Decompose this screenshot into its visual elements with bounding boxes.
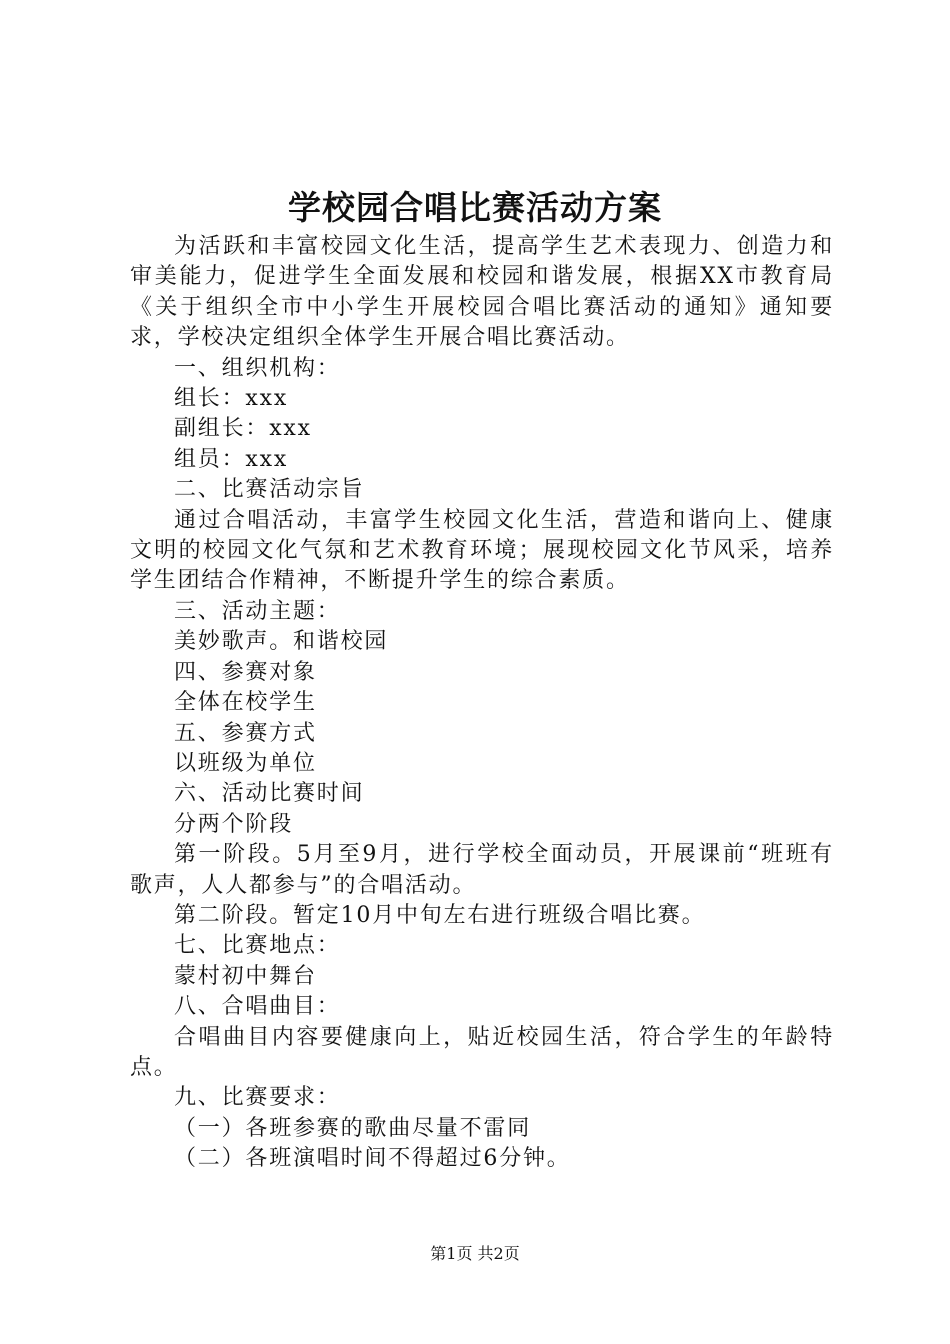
time-intro: 分两个阶段: [174, 811, 294, 837]
section-heading-participants: 四、参赛对象: [174, 659, 317, 685]
purpose-paragraph: 通过合唱活动，丰富学生校园文化生活，营造和谐向上、健康文明的校园文化气氛和艺术教育环境；展现校园文化节风采，培养学生团结合作精神，不断提升学生的综合素质。: [130, 507, 834, 594]
theme-text: 美妙歌声。和谐校园: [174, 629, 389, 655]
section-heading-theme: 三、活动主题：: [174, 598, 341, 624]
requirement-item-2: （二）各班演唱时间不得超过6分钟。: [174, 1146, 571, 1172]
phase-one-paragraph: 第一阶段。5月至9月，进行学校全面动员，开展课前“班班有歌声，人人都参与”的合唱活动。: [130, 842, 834, 898]
participants-text: 全体在校学生: [174, 690, 317, 716]
document-title: 学校园合唱比赛活动方案: [288, 188, 662, 227]
members-line: 组员：xxx: [174, 446, 289, 472]
section-heading-method: 五、参赛方式: [174, 720, 317, 746]
method-text: 以班级为单位: [174, 750, 317, 776]
section-heading-time: 六、活动比赛时间: [174, 781, 365, 807]
section-heading-requirements: 九、比赛要求：: [174, 1085, 341, 1111]
section-heading-songs: 八、合唱曲目：: [174, 994, 341, 1020]
leader-line: 组长：xxx: [174, 386, 289, 412]
venue-text: 蒙村初中舞台: [174, 963, 317, 989]
deputy-leader-line: 副组长：xxx: [174, 416, 312, 442]
requirement-item-1: （一）各班参赛的歌曲尽量不雷同: [174, 1115, 532, 1141]
songs-paragraph: 合唱曲目内容要健康向上，贴近校园生活，符合学生的年龄特点。: [130, 1024, 834, 1080]
section-heading-organization: 一、组织机构：: [174, 355, 341, 381]
section-heading-venue: 七、比赛地点：: [174, 933, 341, 959]
intro-paragraph: 为活跃和丰富校园文化生活，提高学生艺术表现力、创造力和审美能力，促进学生全面发展和校园和谐发展，根据XX市教育局《关于组织全市中小学生开展校园合唱比赛活动的通知》通知要求，学校决定组织全体学生开展合唱比赛活动。: [130, 234, 834, 351]
section-heading-purpose: 二、比赛活动宗旨: [174, 477, 365, 503]
document-body: [130, 232, 834, 1175]
page-footer: 第1页 共2页: [430, 1244, 520, 1263]
phase-two-paragraph: 第二阶段。暂定10月中旬左右进行班级合唱比赛。: [174, 902, 706, 928]
